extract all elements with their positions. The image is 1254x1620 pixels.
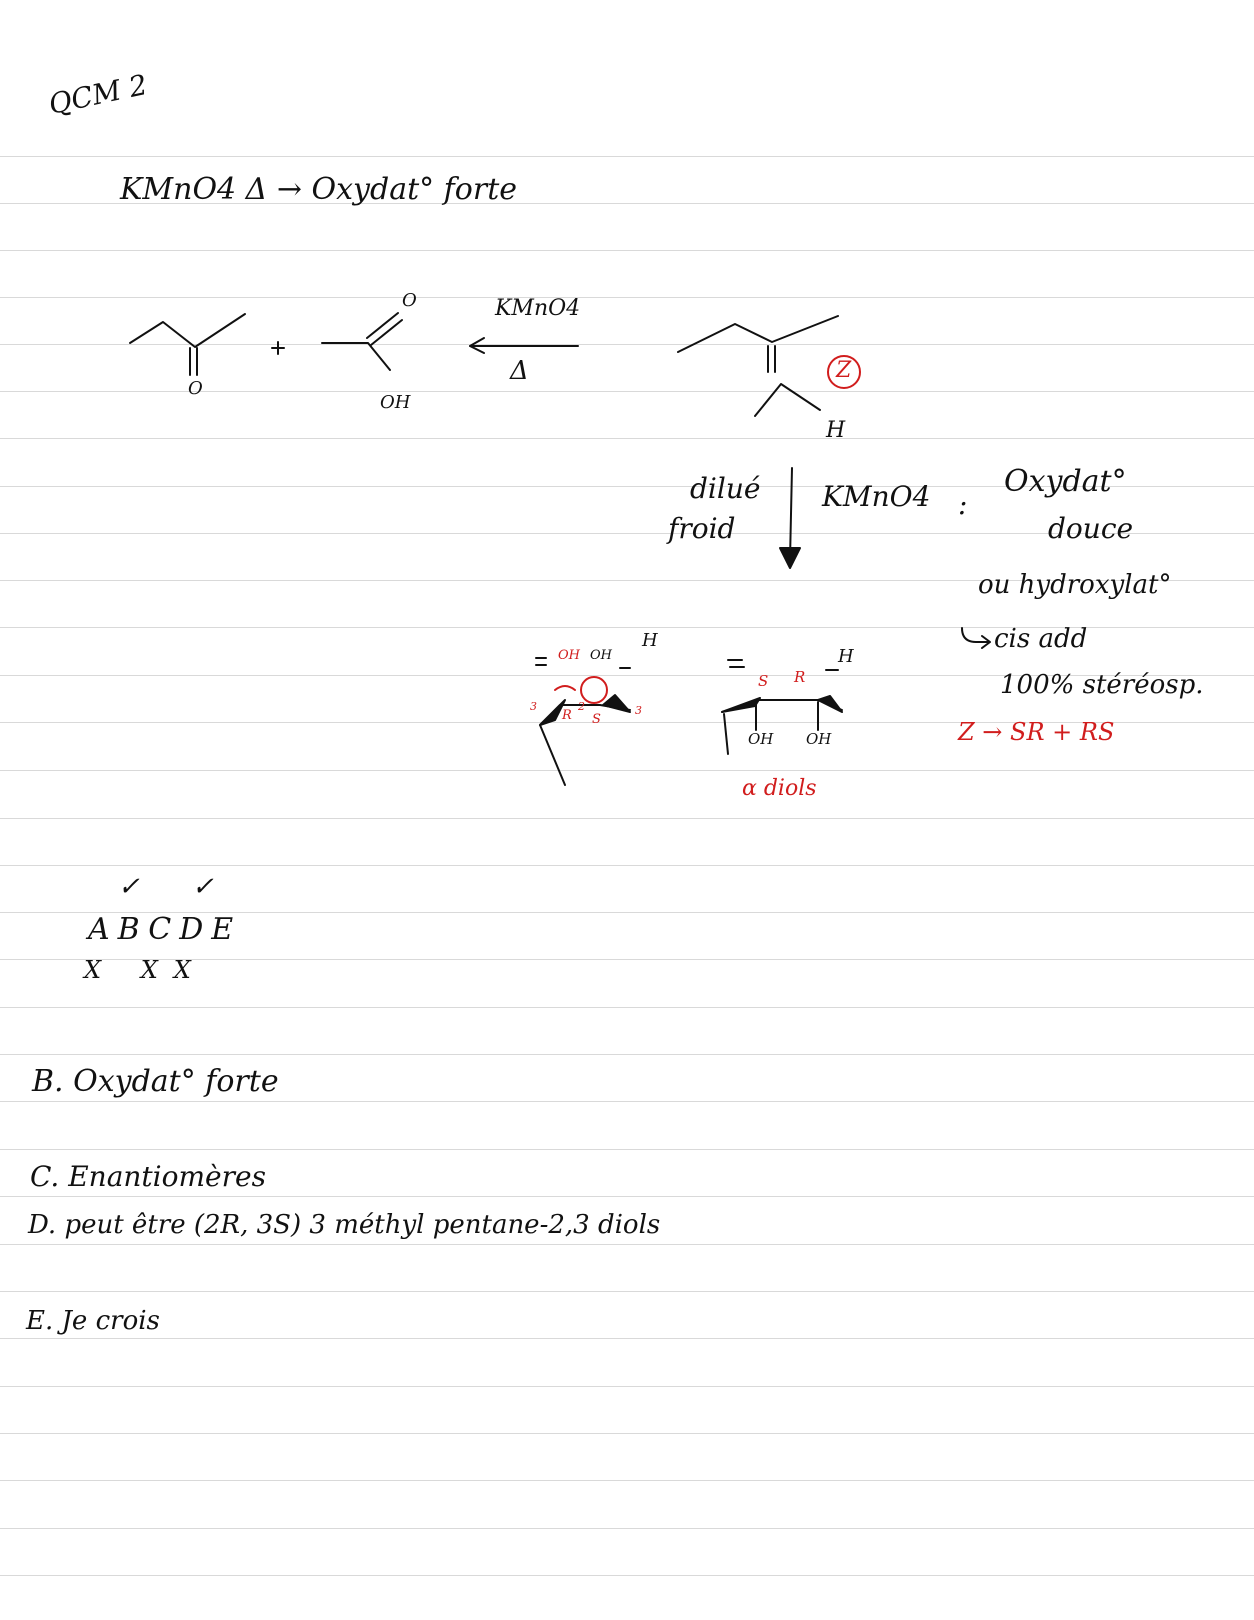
left-oh-2: OH <box>590 648 612 663</box>
left-h: H <box>642 630 658 651</box>
intro-line: KMnO4 Δ → Oxydat° forte <box>120 172 518 207</box>
note-e: E. Je crois <box>26 1306 160 1336</box>
condition-froid: froid <box>668 512 736 545</box>
reagent-bottom-label: Δ <box>510 356 529 386</box>
z-label: Z <box>836 358 852 383</box>
note-z-sr-rs: Z → SR + RS <box>958 718 1115 746</box>
left-oh-1: OH <box>558 648 580 663</box>
acid-skeleton <box>322 343 390 370</box>
acid-oh-label: OH <box>380 392 411 413</box>
dilute-colon: : <box>958 488 968 521</box>
note-douce: douce <box>1048 512 1134 545</box>
condition-dilue: dilué <box>690 472 761 505</box>
note-hydroxylat: ou hydroxylat° <box>978 570 1172 600</box>
alkene-h-label: H <box>826 418 846 443</box>
alpha-diols-caption: α diols <box>742 776 817 801</box>
answer-letters: ABCDE <box>88 912 242 947</box>
note-stereosp: 100% stéréosp. <box>1000 670 1204 700</box>
note-oxydat: Oxydat° <box>1004 464 1127 499</box>
answer-checks: ✓ ✓ <box>118 872 236 902</box>
note-d: D. peut être (2R, 3S) 3 méthyl pentane-2,3 diols <box>28 1210 661 1240</box>
left-n3a: 3 <box>530 700 537 713</box>
left-r: R <box>562 708 572 723</box>
reagent-top-label: KMnO4 <box>495 296 581 321</box>
right-oh-2: OH <box>806 730 832 748</box>
right-r: R <box>794 668 806 686</box>
dilute-reagent: KMnO4 <box>822 480 931 513</box>
note-b: B. Oxydat° forte <box>32 1064 279 1099</box>
right-s: S <box>758 672 769 690</box>
alkene-skeleton <box>678 316 838 352</box>
left-n3b: 3 <box>635 704 642 717</box>
note-c: C. Enantiomères <box>30 1160 266 1193</box>
ketone-skeleton <box>130 314 245 347</box>
down-arrow <box>790 468 792 560</box>
answer-crosses: X XX <box>84 956 207 984</box>
note-cis-add: cis add <box>994 624 1088 654</box>
left-n2: 2 <box>578 700 585 713</box>
hook-arrow <box>962 628 988 642</box>
right-h: H <box>838 646 854 667</box>
right-oh-1: OH <box>748 730 774 748</box>
acid-oxygen-label: O <box>402 290 417 311</box>
left-s: S <box>592 712 601 727</box>
ketone-oxygen-label: O <box>188 378 203 399</box>
page-title: QCM 2 <box>45 67 151 122</box>
